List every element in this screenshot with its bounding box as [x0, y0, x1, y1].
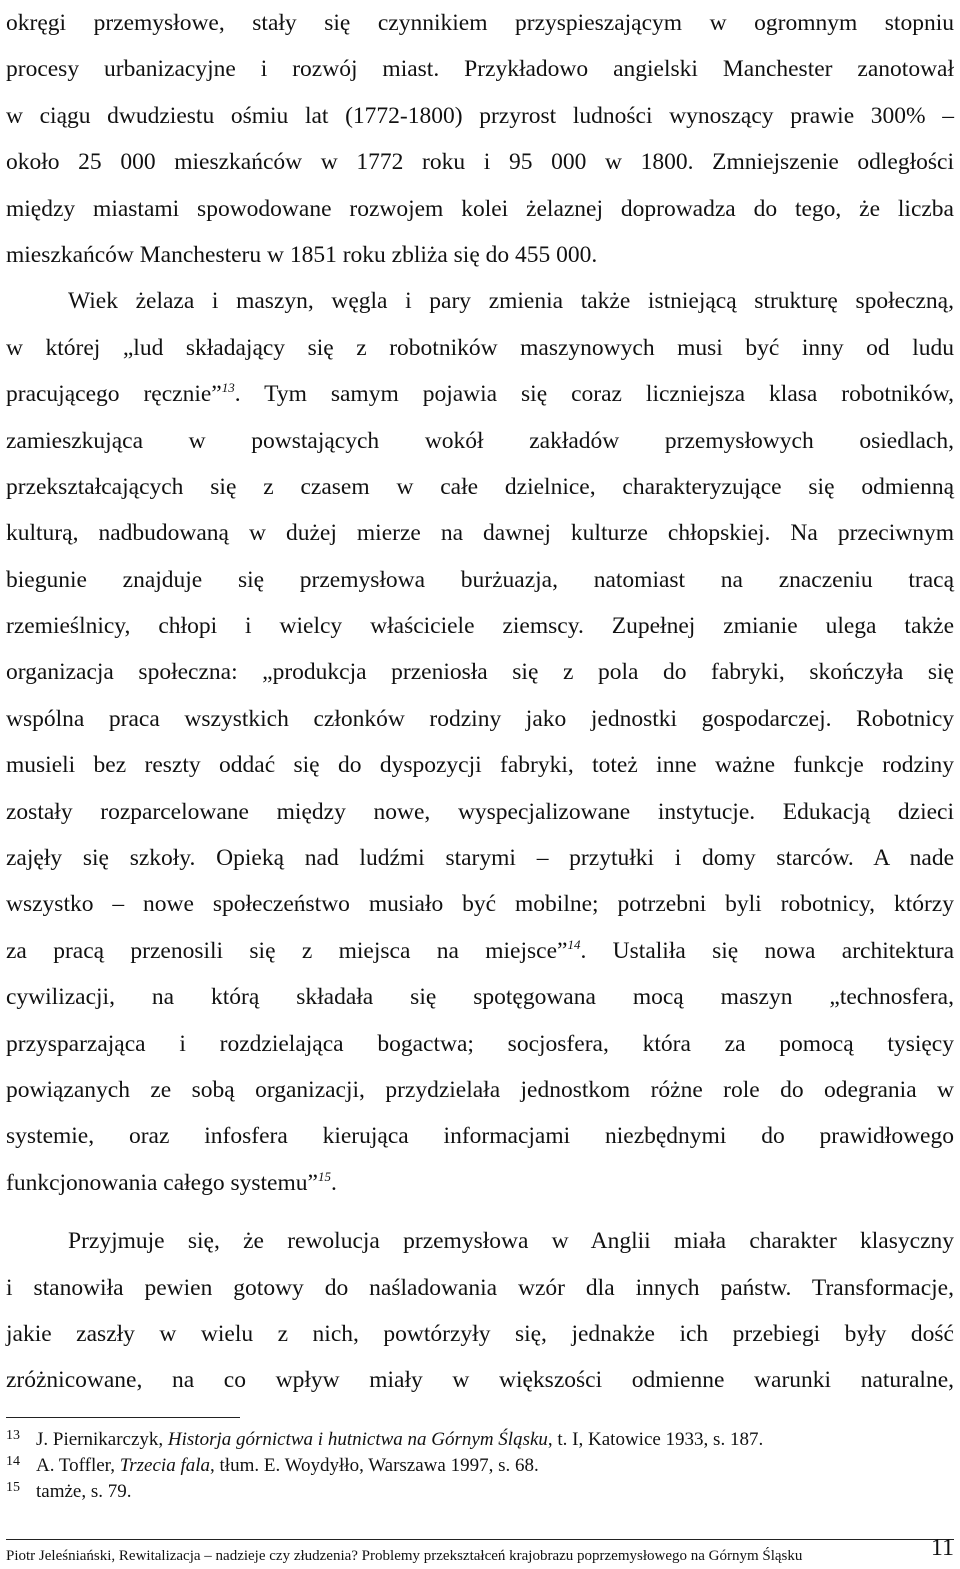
footnote: [6, 1479, 954, 1505]
footnote-text: , t. I, Katowice 1933, s. 187.: [547, 1429, 764, 1450]
footnote-title: Trzecia fala: [119, 1455, 211, 1476]
text-line-with-footnote: [6, 1160, 954, 1206]
text-line: rzemieślnicy, chłopi i wielcy właściciele ziemscy. Zupełnej zmianie ulega także: [6, 613, 954, 640]
footnote-separator: [6, 1417, 240, 1418]
text-line-with-footnote: [6, 371, 954, 417]
text-segment: za pracą przenosili się z miejsca na miejsce”: [6, 937, 568, 964]
footnote-reference: 14: [567, 936, 581, 952]
footnote-title: Historja górnictwa i hutnictwa na Górnym Śląsku: [167, 1429, 548, 1450]
paragraph-first-line: Przyjmuje się, że rewolucja przemysłowa w Anglii miała charakter klasyczny: [68, 1228, 954, 1255]
page-number: 11: [930, 1535, 954, 1561]
text-line: powiązanych ze sobą organizacji, przydzielała jednostkom różne role do odegrania w: [6, 1076, 954, 1103]
text-line: jakie zaszły w wielu z nich, powtórzyły się, jednakże ich przebiegi były dość: [6, 1320, 954, 1347]
footnote-number: 13: [6, 1428, 20, 1443]
text-line: wspólna praca wszystkich członków rodziny jako jednostki gospodarczej. Robotnicy: [6, 705, 954, 732]
text-line: przysparzająca i rozdzielająca bogactwa; socjosfera, która za pomocą tysięcy: [6, 1030, 954, 1057]
footnote: [6, 1453, 954, 1479]
text-line: organizacja społeczna: „produkcja przeniosła się z pola do fabryki, skończyła się: [6, 659, 954, 686]
footnote: [6, 1427, 954, 1453]
footnote-text: , tłum. E. Woydyłło, Warszawa 1997, s. 68.: [210, 1455, 539, 1476]
footnote-text: J. Piernikarczyk,: [36, 1429, 168, 1450]
text-line: zajęły się szkoły. Opieką nad ludźmi starymi – przytułki i domy starców. A nade: [6, 845, 954, 872]
footnote-number: 14: [6, 1454, 20, 1469]
text-segment: . Ustaliła się nowa architektura: [580, 937, 955, 964]
text-line: zostały rozparcelowane między nowe, wyspecjalizowane instytucje. Edukacją dzieci: [6, 798, 954, 825]
text-line: przekształcających się z czasem w całe dzielnice, charakteryzujące się odmienną: [6, 473, 954, 500]
text-line: procesy urbanizacyjne i rozwój miast. Przykładowo angielski Manchester zanotował: [6, 56, 954, 83]
text-line: systemie, oraz infosfera kierująca informacjami niezbędnymi do prawidłowego: [6, 1123, 954, 1150]
footer-caption: Piotr Jeleśniański, Rewitalizacja – nadzieje czy złudzenia? Problemy przekształceń krajobrazu poprzemysłowego na Górnym Śląsku: [6, 1548, 803, 1564]
footnotes: [6, 1427, 954, 1505]
text-line: i stanowiła pewien gotowy do naśladowania wzór dla innych państw. Transformacje,: [6, 1274, 954, 1301]
footnote-text: A. Toffler,: [36, 1455, 120, 1476]
text-line: wszystko – nowe społeczeństwo musiało być mobilne; potrzebni byli robotnicy, którzy: [6, 891, 954, 918]
text-line: w której „lud składający się z robotników maszynowych musi być inny od ludu: [6, 334, 954, 361]
text-line: około 25 000 mieszkańców w 1772 roku i 95 000 w 1800. Zmniejszenie odległości: [6, 149, 954, 176]
footnote-reference: 13: [221, 380, 235, 396]
text-line: zamieszkująca w powstających wokół zakładów przemysłowych osiedlach,: [6, 427, 954, 454]
footnote-reference: 15: [317, 1168, 331, 1184]
footnote-number: 15: [6, 1480, 20, 1495]
text-segment: . Tym samym pojawia się coraz liczniejsza klasa robotników,: [234, 381, 955, 408]
page-footer: [6, 1535, 954, 1567]
text-segment: .: [330, 1169, 337, 1196]
text-line: biegunie znajduje się przemysłowa burżuazja, natomiast na znaczeniu tracą: [6, 566, 954, 593]
body-text: [6, 0, 954, 1404]
footnote-text: tamże, s. 79.: [36, 1481, 132, 1502]
text-line: cywilizacji, na którą składała się spotęgowana mocą maszyn „technosfera,: [6, 984, 954, 1011]
text-segment: funkcjonowania całego systemu”: [6, 1169, 318, 1196]
text-segment: pracującego ręcznie”: [6, 381, 222, 408]
footer-separator: [6, 1539, 954, 1540]
text-line: okręgi przemysłowe, stały się czynnikiem przyspieszającym w ogromnym stopniu: [6, 10, 954, 36]
paragraph-first-line: Wiek żelaza i maszyn, węgla i pary zmienia także istniejącą strukturę społeczną,: [68, 288, 954, 315]
text-line: musieli bez reszty oddać się do dyspozycji fabryki, toteż inne ważne funkcje rodziny: [6, 752, 954, 779]
text-line: kulturą, nadbudowaną w dużej mierze na dawnej kulturze chłopskiej. Na przeciwnym: [6, 520, 954, 547]
text-line-with-footnote: [6, 928, 954, 974]
text-line: mieszkańców Manchesteru w 1851 roku zbliża się do 455 000.: [6, 241, 598, 268]
text-line: w ciągu dwudziestu ośmiu lat (1772-1800) przyrost ludności wynoszący prawie 300% –: [6, 102, 954, 129]
text-line: między miastami spowodowane rozwojem kolei żelaznej doprowadza do tego, że liczba: [6, 195, 954, 222]
text-line: zróżnicowane, na co wpływ miały w większości odmienne warunki naturalne,: [6, 1367, 954, 1394]
